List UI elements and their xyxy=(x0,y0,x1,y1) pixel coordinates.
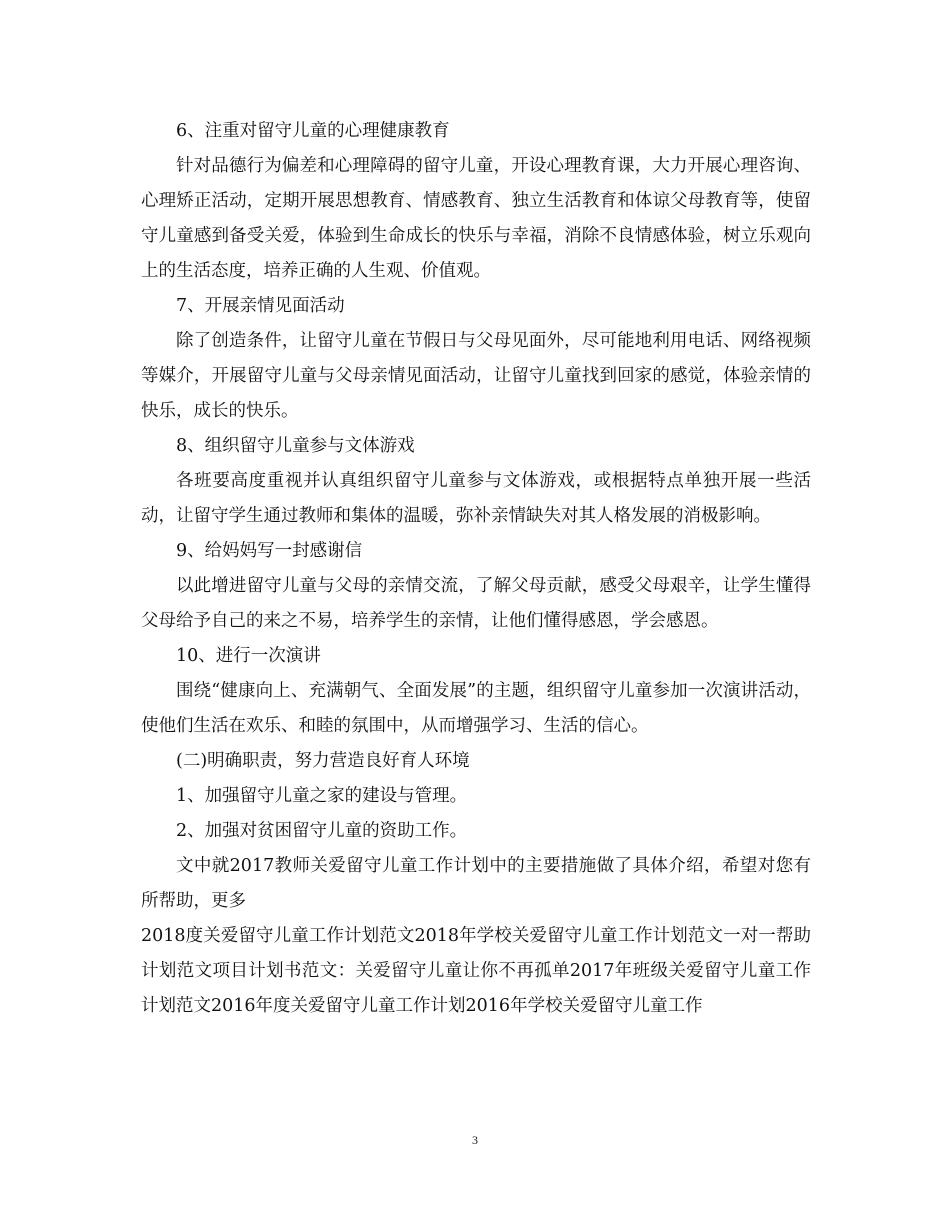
paragraph-summary: 文中就2017教师关爱留守儿童工作计划中的主要措施做了具体介绍，希望对您有所帮助，更多 xyxy=(141,856,811,911)
section-heading-9: 9、给妈妈写一封感谢信 xyxy=(176,541,363,561)
list-item-1: 1、加强留守儿童之家的建设与管理。 xyxy=(176,786,468,806)
paragraph-recreation-games: 各班要高度重视并认真组织留守儿童参与文体游戏，或根据特点单独开展一些活动，让留守学生通过教师和集体的温暖，弥补亲情缺失对其人格发展的消极影响。 xyxy=(141,471,811,526)
section-heading-7: 7、开展亲情见面活动 xyxy=(176,296,345,316)
page-number: 3 xyxy=(472,1133,478,1147)
section-heading-6: 6、注重对留守儿童的心理健康教育 xyxy=(176,121,450,141)
paragraph-speech: 围绕“健康向上、充满朝气、全面发展”的主题，组织留守儿童参加一次演讲活动，使他们生活在欢乐、和睦的氛围中，从而增强学习、生活的信心。 xyxy=(141,681,811,736)
paragraph-family-meeting: 除了创造条件，让留守儿童在节假日与父母见面外，尽可能地利用电话、网络视频等媒介，开展留守儿童与父母亲情见面活动，让留守儿童找到回家的感觉，体验亲情的快乐，成长的快乐。 xyxy=(141,331,811,421)
paragraph-related-articles: 2018度关爱留守儿童工作计划范文2018年学校关爱留守儿童工作计划范文一对一帮助计划范文项目计划书范文：关爱留守儿童让你不再孤单2017年班级关爱留守儿童工作计划范文2016年度关爱留守儿童工作计划2016年学校关爱留守儿童工作 xyxy=(141,926,811,1016)
section-heading-10: 10、进行一次演讲 xyxy=(176,646,321,666)
document-body xyxy=(141,114,811,1024)
section-heading-8: 8、组织留守儿童参与文体游戏 xyxy=(176,436,415,456)
paragraph-psychological-education: 针对品德行为偏差和心理障碍的留守儿童，开设心理教育课，大力开展心理咨询、心理矫正活动，定期开展思想教育、情感教育、独立生活教育和体谅父母教育等，使留守儿童感到备受关爱，体验到生命成长的快乐与幸福，消除不良情感体验，树立乐观向上的生活态度，培养正确的人生观、价值观。 xyxy=(141,156,811,281)
section-heading-responsibilities: (二)明确职责，努力营造良好育人环境 xyxy=(176,751,470,771)
paragraph-thank-you-letter: 以此增进留守儿童与父母的亲情交流，了解父母贡献，感受父母艰辛，让学生懂得父母给予自己的来之不易，培养学生的亲情，让他们懂得感恩，学会感恩。 xyxy=(141,576,811,631)
list-item-2: 2、加强对贫困留守儿童的资助工作。 xyxy=(176,821,468,841)
